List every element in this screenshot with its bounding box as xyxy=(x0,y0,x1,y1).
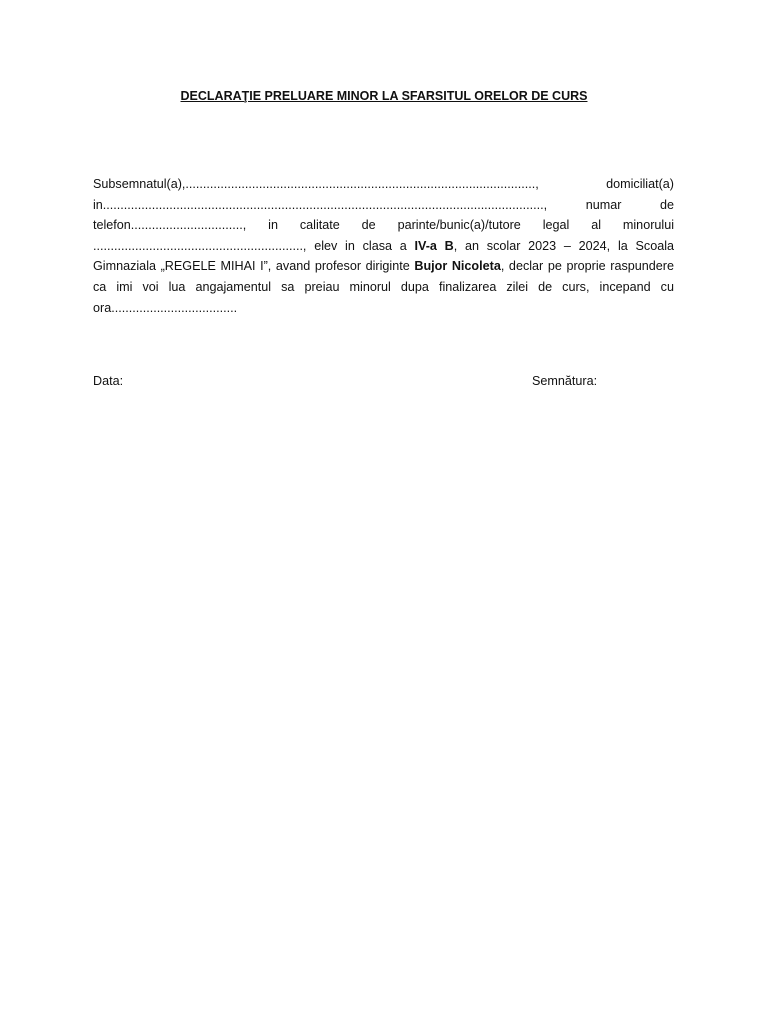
declaration-text-part-1: Subsemnatul(a),...................................................................................................., domiciliat(a) in.............................................................................................................................., numar de telefon................................, in calitate de parinte/bunic(a)/tutore legal al minorului ............................................................, elev in clasa a xyxy=(93,177,674,253)
declaration-paragraph xyxy=(93,174,674,318)
declaration-text-part-2: , an scolar 2023 – 2024, la Scoala Gimnaziala „REGELE MIHAI I”, avand profesor diriginte xyxy=(93,238,675,274)
declaration-text-part-3: , declar pe proprie raspundere ca imi voi lua angajamentul sa preiau minorul dupa finalizarea zilei de curs, incepand cu ora.................................... xyxy=(93,259,674,315)
class-name: IV-a B xyxy=(414,238,454,253)
signature-label: Semnătura: xyxy=(532,374,598,388)
document-title: DECLARAŢIE PRELUARE MINOR LA SFARSITUL ORELOR DE CURS xyxy=(180,89,588,103)
date-label: Data: xyxy=(93,374,124,388)
teacher-name: Bujor Nicoleta xyxy=(414,259,501,274)
